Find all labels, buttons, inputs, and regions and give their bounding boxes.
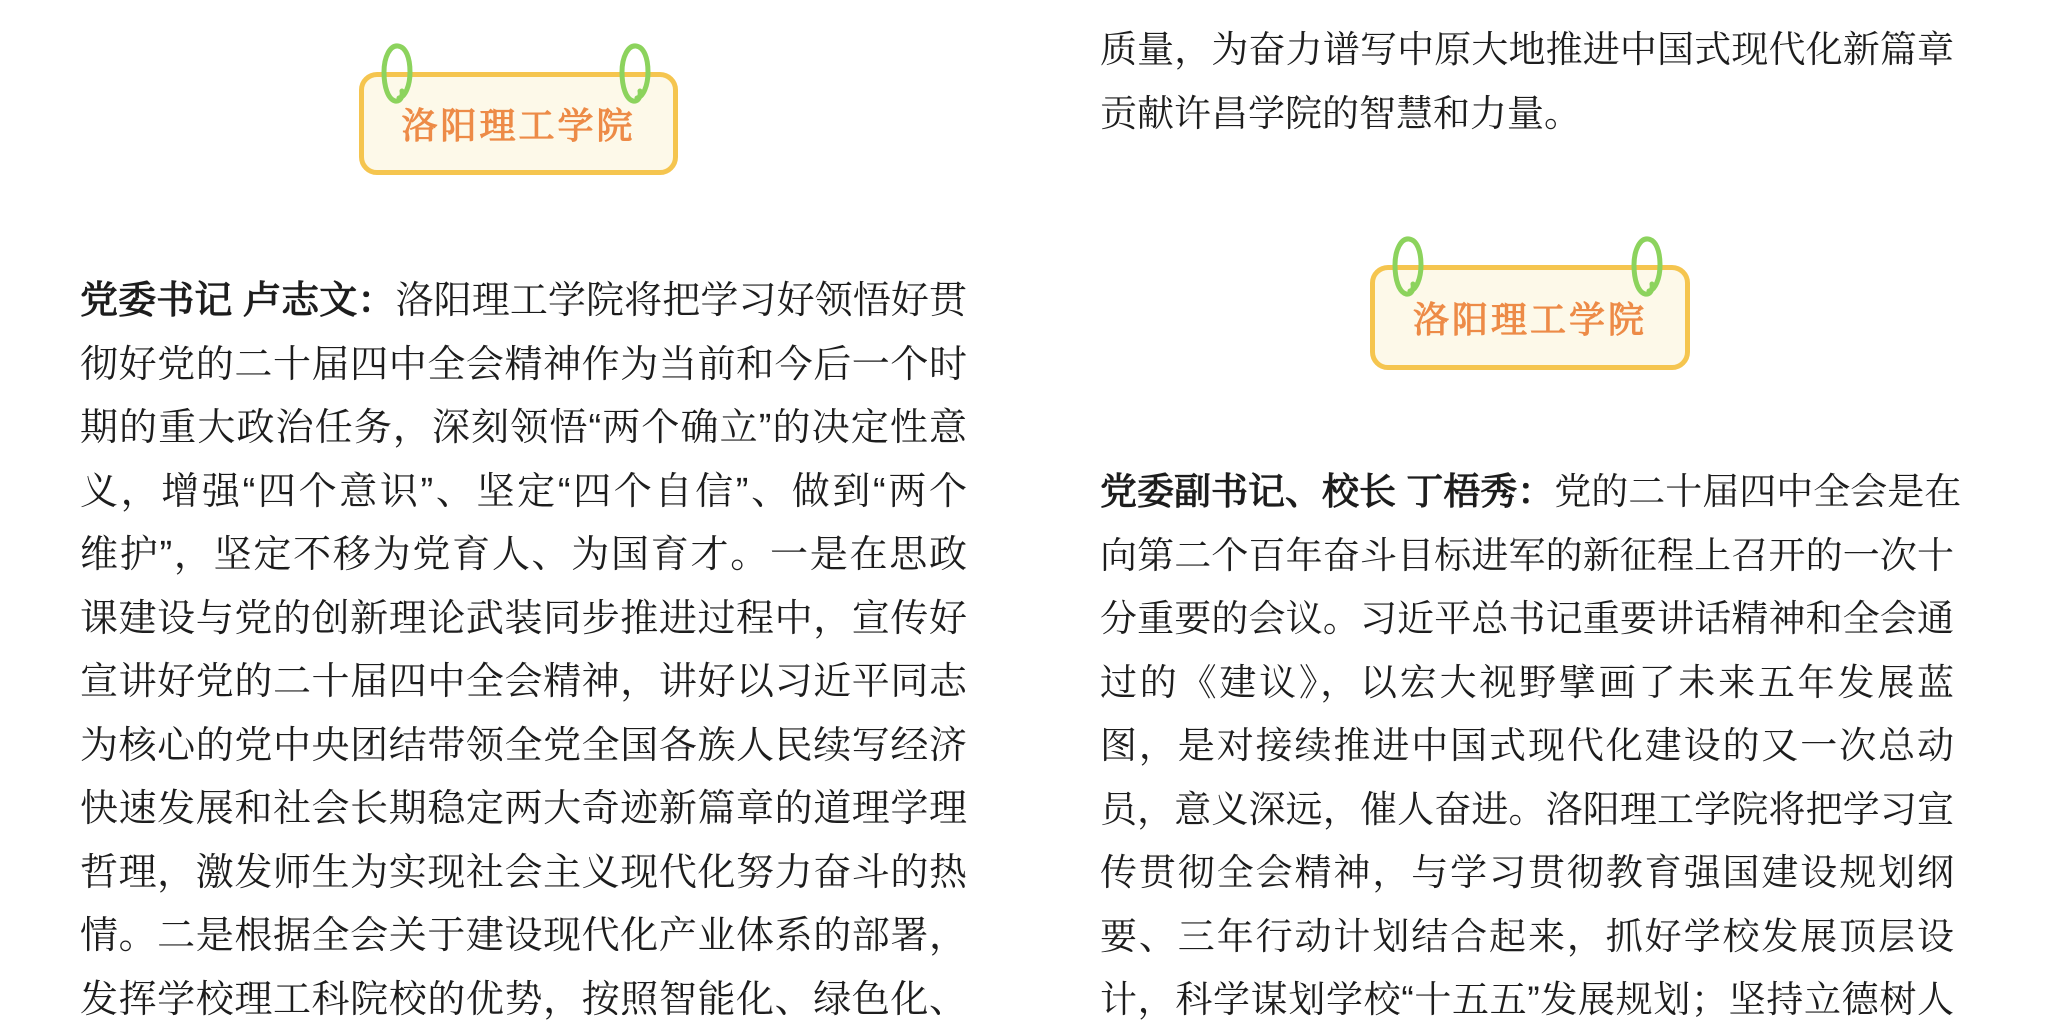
secretary-statement-paragraph <box>80 270 967 1024</box>
text-line: 宣讲好党的二十届四中全会精神，讲好以习近平同志 <box>80 661 967 703</box>
text-line: 哲理，激发师生为实现社会主义现代化努力奋斗的热 <box>80 851 967 894</box>
binder-ring-icon <box>619 43 651 109</box>
text-line: 发挥学校理工科院校的优势，按照智能化、绿色化、 <box>80 978 967 1021</box>
text-line: 维护”，坚定不移为党育人、为国育才。一是在思政 <box>80 534 967 576</box>
text-line: 分重要的会议。习近平总书记重要讲话精神和全会通 <box>1100 598 1954 639</box>
text-line: 彻好党的二十届四中全会精神作为当前和今后一个时 <box>80 343 967 386</box>
text-line: 传贯彻全会精神，与学习贯彻教育强国建设规划纲 <box>1100 852 1954 893</box>
text-line: 计，科学谋划学校“十五五”发展规划；坚持立德树人 <box>1100 979 1954 1020</box>
text-line: 义，增强“四个意识”、坚定“四个自信”、做到“两个 <box>80 470 967 513</box>
badge-label: 洛阳理工学院 <box>1412 299 1647 340</box>
school-name-badge <box>1370 265 1690 370</box>
text-line: 课建设与党的创新理论武装同步推进过程中，宣传好 <box>80 597 967 640</box>
text-line: 要、三年行动计划结合起来，抓好学校发展顶层设 <box>1100 915 1954 957</box>
binder-ring-icon <box>1392 236 1424 302</box>
text-line: 员，意义深远，催人奋进。洛阳理工学院将把学习宣 <box>1100 788 1954 830</box>
president-statement-paragraph <box>1100 460 1962 1024</box>
school-name-badge <box>359 72 678 175</box>
text-line: 为核心的党中央团结带领全党全国各族人民续写经济 <box>80 724 967 767</box>
right-column <box>1100 0 1962 1024</box>
binder-ring-icon <box>1631 236 1663 302</box>
text-line: 党委副书记、校长 丁梧秀：党的二十届四中全会是在 <box>1100 471 1962 512</box>
badge-label: 洛阳理工学院 <box>401 105 636 146</box>
binder-ring-icon <box>381 43 413 109</box>
text-line: 质量，为奋力谱写中原大地推进中国式现代化新篇章 <box>1100 29 1954 70</box>
text-line: 党委书记 卢志文：洛阳理工学院将把学习好领悟好贯 <box>80 280 967 322</box>
previous-statement-ending-paragraph <box>1100 18 1954 145</box>
text-line: 向第二个百年奋斗目标进军的新征程上召开的一次十 <box>1100 534 1954 576</box>
text-line: 贡献许昌学院的智慧和力量。 <box>1100 92 1581 134</box>
text-line: 过的《建议》，以宏大视野擘画了未来五年发展蓝 <box>1100 661 1954 703</box>
left-column <box>80 0 967 1024</box>
text-line: 图，是对接续推进中国式现代化建设的又一次总动 <box>1100 725 1954 766</box>
text-line: 情。二是根据全会关于建设现代化产业体系的部署， <box>80 915 967 957</box>
text-line: 快速发展和社会长期稳定两大奇迹新篇章的道理学理 <box>80 788 967 830</box>
text-line: 期的重大政治任务，深刻领悟“两个确立”的决定性意 <box>80 407 967 449</box>
